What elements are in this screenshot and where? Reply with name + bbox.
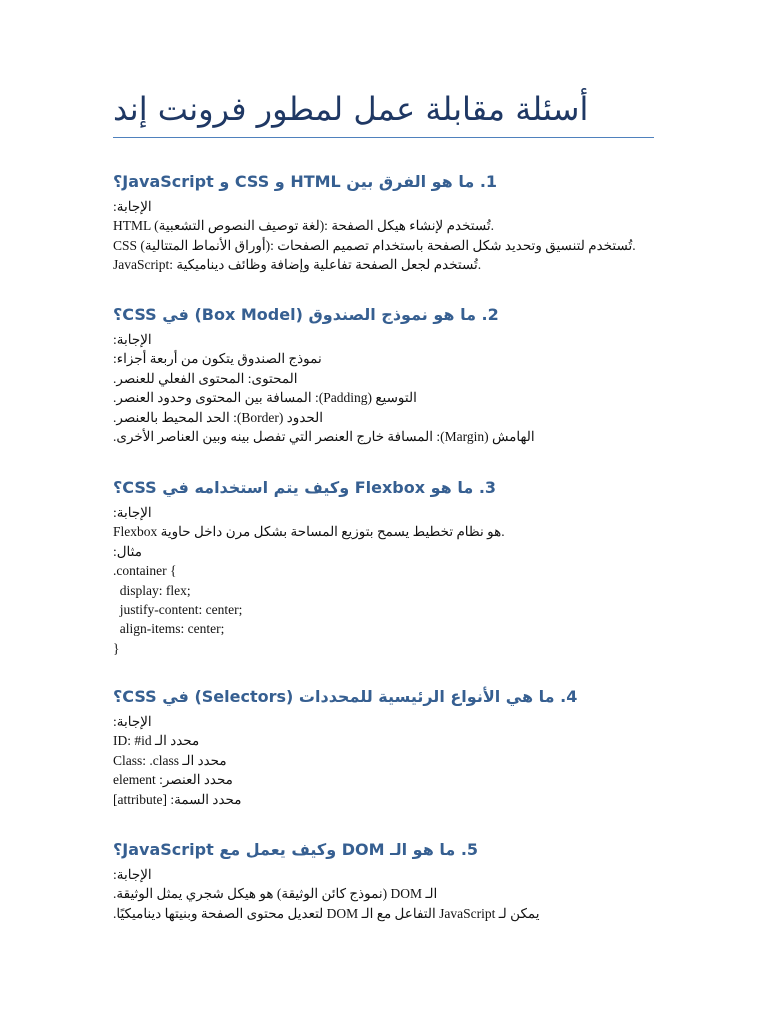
code-line: display: flex; [113,582,191,598]
answer-line: JavaScript: تُستخدم لجعل الصفحة تفاعلية وإضافة وظائف ديناميكية. [113,257,482,273]
question-section-2 [113,304,654,446]
answer-label: الإجابة: [113,199,152,214]
answer-line: محدد العنصر: element [113,772,233,788]
question-section-5 [113,839,654,923]
answer-line: المحتوى: المحتوى الفعلي للعنصر. [113,370,298,386]
answer-line: محدد الـ Class: .class [113,752,227,768]
answer-line: نموذج الصندوق يتكون من أربعة أجزاء: [113,351,322,367]
answer-line: HTML (لغة توصيف النصوص التشعبية): تُستخدم لإنشاء هيكل الصفحة. [113,218,495,234]
document-title: أسئلة مقابلة عمل لمطور فرونت إند [113,90,589,128]
code-line: justify-content: center; [113,602,243,618]
title-underline [113,137,654,138]
answer-line: الحدود (Border): الحد المحيط بالعنصر. [113,409,323,425]
question-section-1 [113,171,654,275]
answer-line: CSS (أوراق الأنماط المتتالية): تُستخدم لتنسيق وتحديد شكل الصفحة باستخدام تصميم الصفحات. [113,237,636,253]
answer-line: التوسيع (Padding): المسافة بين المحتوى وحدود العنصر. [113,390,417,406]
code-line: .container { [113,563,177,579]
answer-line: محدد الـ ID: #id [113,733,200,749]
code-line: } [113,640,120,656]
question-heading-2: 2. ما هو نموذج الصندوق (Box Model) في CSS؟ [113,305,499,324]
answer-line: محدد السمة: [attribute] [113,791,242,807]
answer-line: الهامش (Margin): المسافة خارج العنصر التي تفصل بينه وبين العناصر الأخرى. [113,429,535,445]
answer-label: الإجابة: [113,714,152,729]
code-line: align-items: center; [113,621,225,637]
answer-line: يمكن لـ JavaScript التفاعل مع الـ DOM لتعديل محتوى الصفحة وبنيتها ديناميكيًا. [113,905,540,921]
answer-line: مثال: [113,543,142,559]
question-heading-1: 1. ما هو الفرق بين HTML و CSS و JavaScript؟ [113,172,498,191]
question-section-3 [113,477,654,658]
question-heading-3: 3. ما هو Flexbox وكيف يتم استخدامه في CSS؟ [113,478,497,497]
answer-line: Flexbox هو نظام تخطيط يسمح بتوزيع المساحة بشكل مرن داخل حاوية. [113,524,505,540]
answer-line: الـ DOM (نموذج كائن الوثيقة) هو هيكل شجري يمثل الوثيقة. [113,886,438,902]
answer-label: الإجابة: [113,505,152,520]
question-heading-4: 4. ما هي الأنواع الرئيسية للمحددات (Selectors) في CSS؟ [113,687,578,706]
question-section-4 [113,686,654,809]
question-heading-5: 5. ما هو الـ DOM وكيف يعمل مع JavaScript؟ [113,840,479,859]
answer-label: الإجابة: [113,867,152,882]
answer-label: الإجابة: [113,332,152,347]
